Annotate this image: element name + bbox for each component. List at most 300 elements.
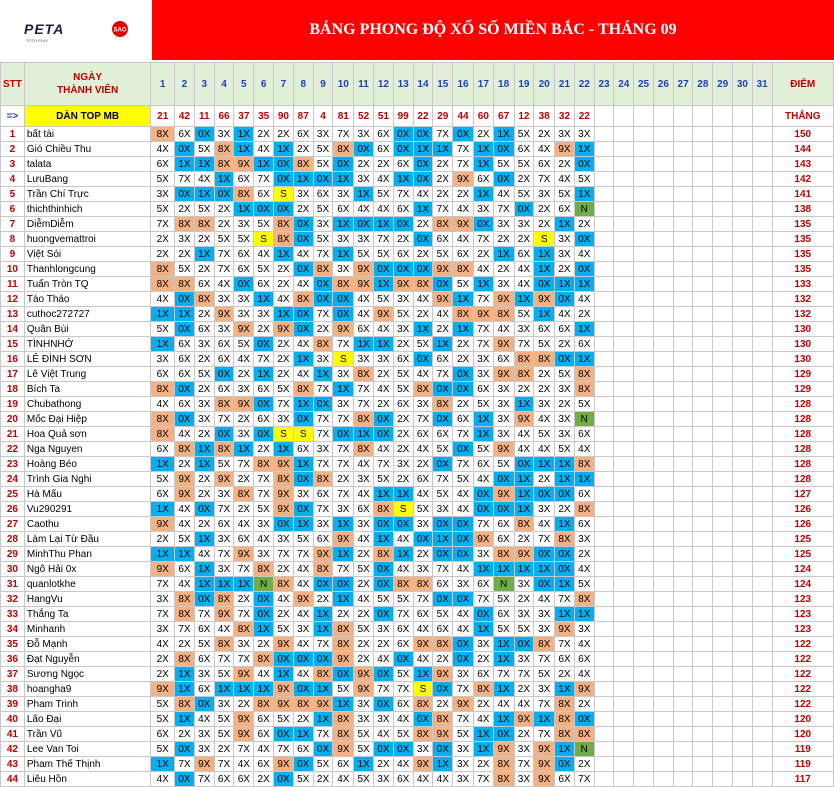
top-row-value (713, 106, 733, 127)
day-cell: 0X (393, 742, 413, 757)
day-cell: 6X (393, 352, 413, 367)
day-cell-empty (653, 742, 673, 757)
day-cell: 6X (393, 157, 413, 172)
day-cell-empty (733, 712, 753, 727)
member-points: 128 (772, 442, 833, 457)
day-cell-empty (733, 217, 753, 232)
day-cell-empty (693, 742, 713, 757)
day-cell-empty (693, 457, 713, 472)
day-cell: 8X (514, 367, 534, 382)
day-cell: 0X (393, 127, 413, 142)
day-cell: 0X (313, 742, 333, 757)
day-cell: 2X (534, 127, 555, 142)
day-cell: 5X (151, 322, 175, 337)
day-cell-empty (713, 142, 733, 157)
day-cell: 8X (214, 442, 234, 457)
day-cell-empty (693, 397, 713, 412)
top-row-value (752, 106, 772, 127)
day-cell: 4X (354, 532, 374, 547)
day-cell: 0X (293, 232, 313, 247)
day-cell: 1X (473, 562, 493, 577)
day-cell: 4X (433, 772, 453, 787)
day-cell: 8X (333, 712, 354, 727)
day-cell-empty (713, 652, 733, 667)
day-cell: 2X (354, 607, 374, 622)
day-cell: 7X (453, 427, 474, 442)
day-cell: 1X (293, 397, 313, 412)
day-cell: 3X (534, 607, 555, 622)
day-cell: 2X (194, 262, 214, 277)
day-cell-empty (713, 667, 733, 682)
row-stt: 39 (1, 697, 25, 712)
day-cell-empty (713, 697, 733, 712)
member-points: 122 (772, 697, 833, 712)
day-cell: 3X (473, 202, 493, 217)
day-cell-empty (752, 532, 772, 547)
day-cell: 0X (333, 667, 354, 682)
day-cell: 1X (274, 442, 294, 457)
day-cell: 0X (274, 652, 294, 667)
row-stt: 3 (1, 157, 25, 172)
day-cell: 7X (473, 592, 493, 607)
day-cell: 5X (254, 502, 274, 517)
day-cell-empty (673, 652, 693, 667)
table-row (1, 232, 834, 247)
day-cell: 7X (453, 712, 474, 727)
day-cell-empty (693, 292, 713, 307)
day-cell: 2X (555, 502, 575, 517)
day-cell: 7X (274, 742, 294, 757)
day-cell: 5X (433, 247, 453, 262)
day-cell-empty (673, 262, 693, 277)
day-cell-empty (594, 307, 614, 322)
day-cell-empty (673, 232, 693, 247)
day-cell-empty (733, 367, 753, 382)
day-cell: 2X (194, 352, 214, 367)
day-cell: 0X (514, 637, 534, 652)
day-cell: 5X (313, 202, 333, 217)
row-stt: 26 (1, 502, 25, 517)
day-cell: 6X (313, 487, 333, 502)
day-cell-empty (693, 772, 713, 787)
day-cell: 8X (293, 697, 313, 712)
day-cell: 0X (433, 592, 453, 607)
day-cell: 4X (373, 652, 393, 667)
day-cell: 9X (333, 652, 354, 667)
day-cell: 5X (151, 712, 175, 727)
member-points: 117 (772, 772, 833, 787)
day-cell-empty (673, 697, 693, 712)
day-cell: 7X (514, 667, 534, 682)
day-cell-empty (733, 127, 753, 142)
day-cell: 2X (313, 592, 333, 607)
member-name: LưuBang (24, 172, 151, 187)
top-row-value: 12 (514, 106, 534, 127)
day-cell: 3X (514, 772, 534, 787)
member-points: 122 (772, 637, 833, 652)
day-cell-empty (693, 697, 713, 712)
day-cell: 4X (413, 622, 433, 637)
day-cell: 2X (175, 727, 195, 742)
day-cell-empty (752, 337, 772, 352)
day-cell-empty (673, 157, 693, 172)
day-cell: 2X (473, 127, 493, 142)
day-cell: 0X (453, 547, 474, 562)
row-stt: 41 (1, 727, 25, 742)
day-cell-empty (673, 577, 693, 592)
day-cell: 1X (493, 247, 514, 262)
day-cell: 0X (555, 352, 575, 367)
day-cell: 1X (151, 337, 175, 352)
row-stt: 23 (1, 457, 25, 472)
day-cell: 8X (175, 277, 195, 292)
top-row-value: 87 (293, 106, 313, 127)
day-cell: 3X (555, 412, 575, 427)
day-cell: 0X (293, 472, 313, 487)
day-cell: 1X (413, 202, 433, 217)
day-cell: 1X (534, 457, 555, 472)
day-cell: 4X (473, 712, 493, 727)
day-cell: 3X (354, 712, 374, 727)
header-day-24: 24 (614, 63, 634, 106)
day-cell-empty (693, 262, 713, 277)
day-cell: 1X (453, 322, 474, 337)
day-cell: 8X (214, 157, 234, 172)
day-cell: 2X (574, 217, 594, 232)
svg-text:TOTO PLAY: TOTO PLAY (26, 38, 49, 43)
day-cell-empty (733, 547, 753, 562)
day-cell: 9X (214, 472, 234, 487)
day-cell: 6X (214, 517, 234, 532)
day-cell: 0X (254, 337, 274, 352)
day-cell: 3X (413, 517, 433, 532)
day-cell: 6X (473, 457, 493, 472)
day-cell: 2X (234, 412, 254, 427)
day-cell: 5X (373, 292, 393, 307)
day-cell: 2X (313, 322, 333, 337)
member-points: 135 (772, 262, 833, 277)
day-cell: 3X (354, 232, 374, 247)
day-cell: 1X (473, 622, 493, 637)
day-cell: 4X (493, 322, 514, 337)
header-day-12: 12 (373, 63, 393, 106)
svg-text:SAO: SAO (113, 27, 127, 34)
day-cell-empty (614, 712, 634, 727)
day-cell-empty (752, 712, 772, 727)
member-points: 122 (772, 682, 833, 697)
member-name: TÌNHNHỚ (24, 337, 151, 352)
day-cell-empty (594, 382, 614, 397)
member-name: Lê Việt Trung (24, 367, 151, 382)
day-cell: 7X (534, 727, 555, 742)
day-cell: 1X (473, 427, 493, 442)
day-cell-empty (594, 262, 614, 277)
day-cell: 9X (453, 217, 474, 232)
table-row (1, 712, 834, 727)
day-cell: 6X (175, 127, 195, 142)
day-cell: 4X (453, 622, 474, 637)
day-cell: 4X (413, 292, 433, 307)
day-cell: 6X (254, 727, 274, 742)
day-cell: 2X (433, 172, 453, 187)
day-cell: 3X (214, 562, 234, 577)
day-cell-empty (614, 472, 634, 487)
day-cell: 1X (333, 517, 354, 532)
row-stt: 43 (1, 757, 25, 772)
day-cell: 4X (151, 292, 175, 307)
day-cell: 6X (433, 622, 453, 637)
day-cell-empty (614, 757, 634, 772)
day-cell-empty (693, 277, 713, 292)
day-cell: 8X (214, 397, 234, 412)
top-row-value (594, 106, 614, 127)
day-cell-empty (673, 442, 693, 457)
day-cell-empty (713, 457, 733, 472)
day-cell-empty (634, 532, 654, 547)
day-cell-empty (673, 712, 693, 727)
day-cell: 8X (433, 637, 453, 652)
day-cell: 0X (274, 202, 294, 217)
day-cell-empty (693, 577, 713, 592)
day-cell-empty (653, 532, 673, 547)
day-cell: S (534, 232, 555, 247)
day-cell-empty (594, 172, 614, 187)
day-cell: 6X (151, 367, 175, 382)
day-cell-empty (693, 352, 713, 367)
top-row-value (693, 106, 713, 127)
day-cell: 1X (151, 547, 175, 562)
day-cell: 9X (453, 697, 474, 712)
day-cell-empty (693, 412, 713, 427)
day-cell: 3X (194, 667, 214, 682)
day-cell: 0X (534, 577, 555, 592)
day-cell-empty (693, 127, 713, 142)
day-cell-empty (634, 322, 654, 337)
day-cell-empty (673, 502, 693, 517)
day-cell-empty (614, 637, 634, 652)
day-cell-empty (614, 382, 634, 397)
table-row (1, 652, 834, 667)
member-name: Nga Nguyen (24, 442, 151, 457)
member-points: 124 (772, 562, 833, 577)
day-cell-empty (733, 457, 753, 472)
day-cell: 9X (354, 262, 374, 277)
day-cell: 5X (393, 307, 413, 322)
table-row (1, 622, 834, 637)
table-row (1, 487, 834, 502)
day-cell-empty (693, 622, 713, 637)
member-name: DiễmDiễm (24, 217, 151, 232)
member-name: Gió Chiều Thu (24, 142, 151, 157)
day-cell-empty (713, 232, 733, 247)
day-cell: 4X (333, 772, 354, 787)
day-cell: 1X (555, 457, 575, 472)
day-cell-empty (733, 637, 753, 652)
day-cell: 5X (354, 247, 374, 262)
day-cell-empty (693, 367, 713, 382)
day-cell: 7X (313, 247, 333, 262)
day-cell: 9X (234, 712, 254, 727)
day-cell: 1X (313, 622, 333, 637)
day-cell: 4X (354, 307, 374, 322)
day-cell-empty (594, 592, 614, 607)
day-cell: 4X (234, 352, 254, 367)
day-cell: 3X (514, 607, 534, 622)
member-name: Pham Thế Thịnh (24, 757, 151, 772)
day-cell-empty (733, 397, 753, 412)
day-cell: 8X (313, 667, 333, 682)
day-cell: 1X (473, 187, 493, 202)
day-cell-empty (673, 412, 693, 427)
row-stt: 13 (1, 307, 25, 322)
day-cell: 3X (354, 352, 374, 367)
day-cell-empty (713, 247, 733, 262)
day-cell: 7X (354, 397, 374, 412)
header-day-26: 26 (653, 63, 673, 106)
day-cell: 2X (274, 367, 294, 382)
day-cell: 7X (214, 262, 234, 277)
day-cell: 6X (493, 532, 514, 547)
day-cell: 6X (234, 772, 254, 787)
day-cell: 0X (194, 697, 214, 712)
day-cell: 8X (254, 697, 274, 712)
day-cell: 4X (453, 502, 474, 517)
header-day-23: 23 (594, 63, 614, 106)
day-cell-empty (594, 352, 614, 367)
day-cell: 2X (555, 397, 575, 412)
day-cell: 0X (293, 757, 313, 772)
day-cell-empty (614, 127, 634, 142)
table-row (1, 292, 834, 307)
day-cell: 9X (274, 697, 294, 712)
day-cell: 3X (534, 502, 555, 517)
day-cell: 9X (433, 292, 453, 307)
day-cell: 2X (373, 637, 393, 652)
day-cell: 2X (534, 472, 555, 487)
header-day-6: 6 (254, 63, 274, 106)
day-cell: 7X (373, 682, 393, 697)
day-cell-empty (752, 367, 772, 382)
day-cell: 3X (234, 292, 254, 307)
table-row (1, 667, 834, 682)
day-cell: 0X (333, 307, 354, 322)
day-cell: 0X (293, 652, 313, 667)
day-cell: 4X (293, 667, 313, 682)
day-cell-empty (673, 307, 693, 322)
day-cell: S (254, 232, 274, 247)
day-cell: 8X (151, 412, 175, 427)
table-row (1, 367, 834, 382)
day-cell-empty (713, 367, 733, 382)
day-cell-empty (634, 772, 654, 787)
table-row (1, 562, 834, 577)
day-cell: 1X (175, 712, 195, 727)
top-row-value: 37 (234, 106, 254, 127)
day-cell: 5X (373, 472, 393, 487)
row-stt: 34 (1, 622, 25, 637)
day-cell: 6X (413, 607, 433, 622)
day-cell-empty (614, 562, 634, 577)
table-row (1, 172, 834, 187)
member-name: HangVu (24, 592, 151, 607)
day-cell-empty (653, 397, 673, 412)
day-cell-empty (713, 202, 733, 217)
day-cell: 2X (214, 217, 234, 232)
title-banner (152, 0, 834, 60)
day-cell-empty (634, 397, 654, 412)
day-cell: 6X (453, 412, 474, 427)
day-cell-empty (653, 232, 673, 247)
member-name: Lão Đại (24, 712, 151, 727)
day-cell: 1X (293, 457, 313, 472)
member-points: 128 (772, 457, 833, 472)
day-cell: 6X (473, 382, 493, 397)
day-cell: 4X (194, 172, 214, 187)
day-cell: 4X (453, 232, 474, 247)
day-cell: 9X (313, 547, 333, 562)
day-cell: 3X (214, 487, 234, 502)
day-cell: 3X (234, 307, 254, 322)
day-cell: 0X (453, 637, 474, 652)
top-row-result: THẮNG (772, 106, 833, 127)
day-cell: 7X (151, 607, 175, 622)
table-row (1, 397, 834, 412)
member-name: Tuấn Tròn TQ (24, 277, 151, 292)
day-cell-empty (693, 592, 713, 607)
member-points: 133 (772, 277, 833, 292)
day-cell: 3X (493, 412, 514, 427)
day-cell: 3X (493, 277, 514, 292)
day-cell: 5X (453, 472, 474, 487)
day-cell-empty (673, 142, 693, 157)
top-row-value (733, 106, 753, 127)
day-cell: 7X (214, 547, 234, 562)
header-day-5: 5 (234, 63, 254, 106)
table-row (1, 157, 834, 172)
day-cell: 1X (473, 142, 493, 157)
day-cell: 4X (293, 337, 313, 352)
day-cell: 1X (214, 172, 234, 187)
day-cell: 3X (514, 742, 534, 757)
day-cell: 4X (514, 427, 534, 442)
day-cell: 2X (274, 277, 294, 292)
day-cell: N (574, 742, 594, 757)
day-cell: 1X (333, 592, 354, 607)
row-stt: 1 (1, 127, 25, 142)
day-cell: 5X (274, 622, 294, 637)
day-cell: 9X (514, 547, 534, 562)
day-cell: 5X (473, 442, 493, 457)
day-cell: 6X (254, 712, 274, 727)
day-cell: 2X (234, 592, 254, 607)
day-cell: 4X (194, 547, 214, 562)
day-cell: 3X (234, 217, 254, 232)
day-cell: 9X (333, 322, 354, 337)
day-cell-empty (713, 502, 733, 517)
day-cell-empty (733, 307, 753, 322)
day-cell: 9X (274, 322, 294, 337)
table-row (1, 637, 834, 652)
day-cell: 0X (433, 277, 453, 292)
day-cell-empty (653, 757, 673, 772)
day-cell: 3X (574, 532, 594, 547)
member-points: 138 (772, 202, 833, 217)
member-points: 143 (772, 157, 833, 172)
day-cell: 6X (354, 322, 374, 337)
header-points: ĐIỂM (772, 63, 833, 106)
day-cell-empty (634, 637, 654, 652)
day-cell: 5X (214, 712, 234, 727)
